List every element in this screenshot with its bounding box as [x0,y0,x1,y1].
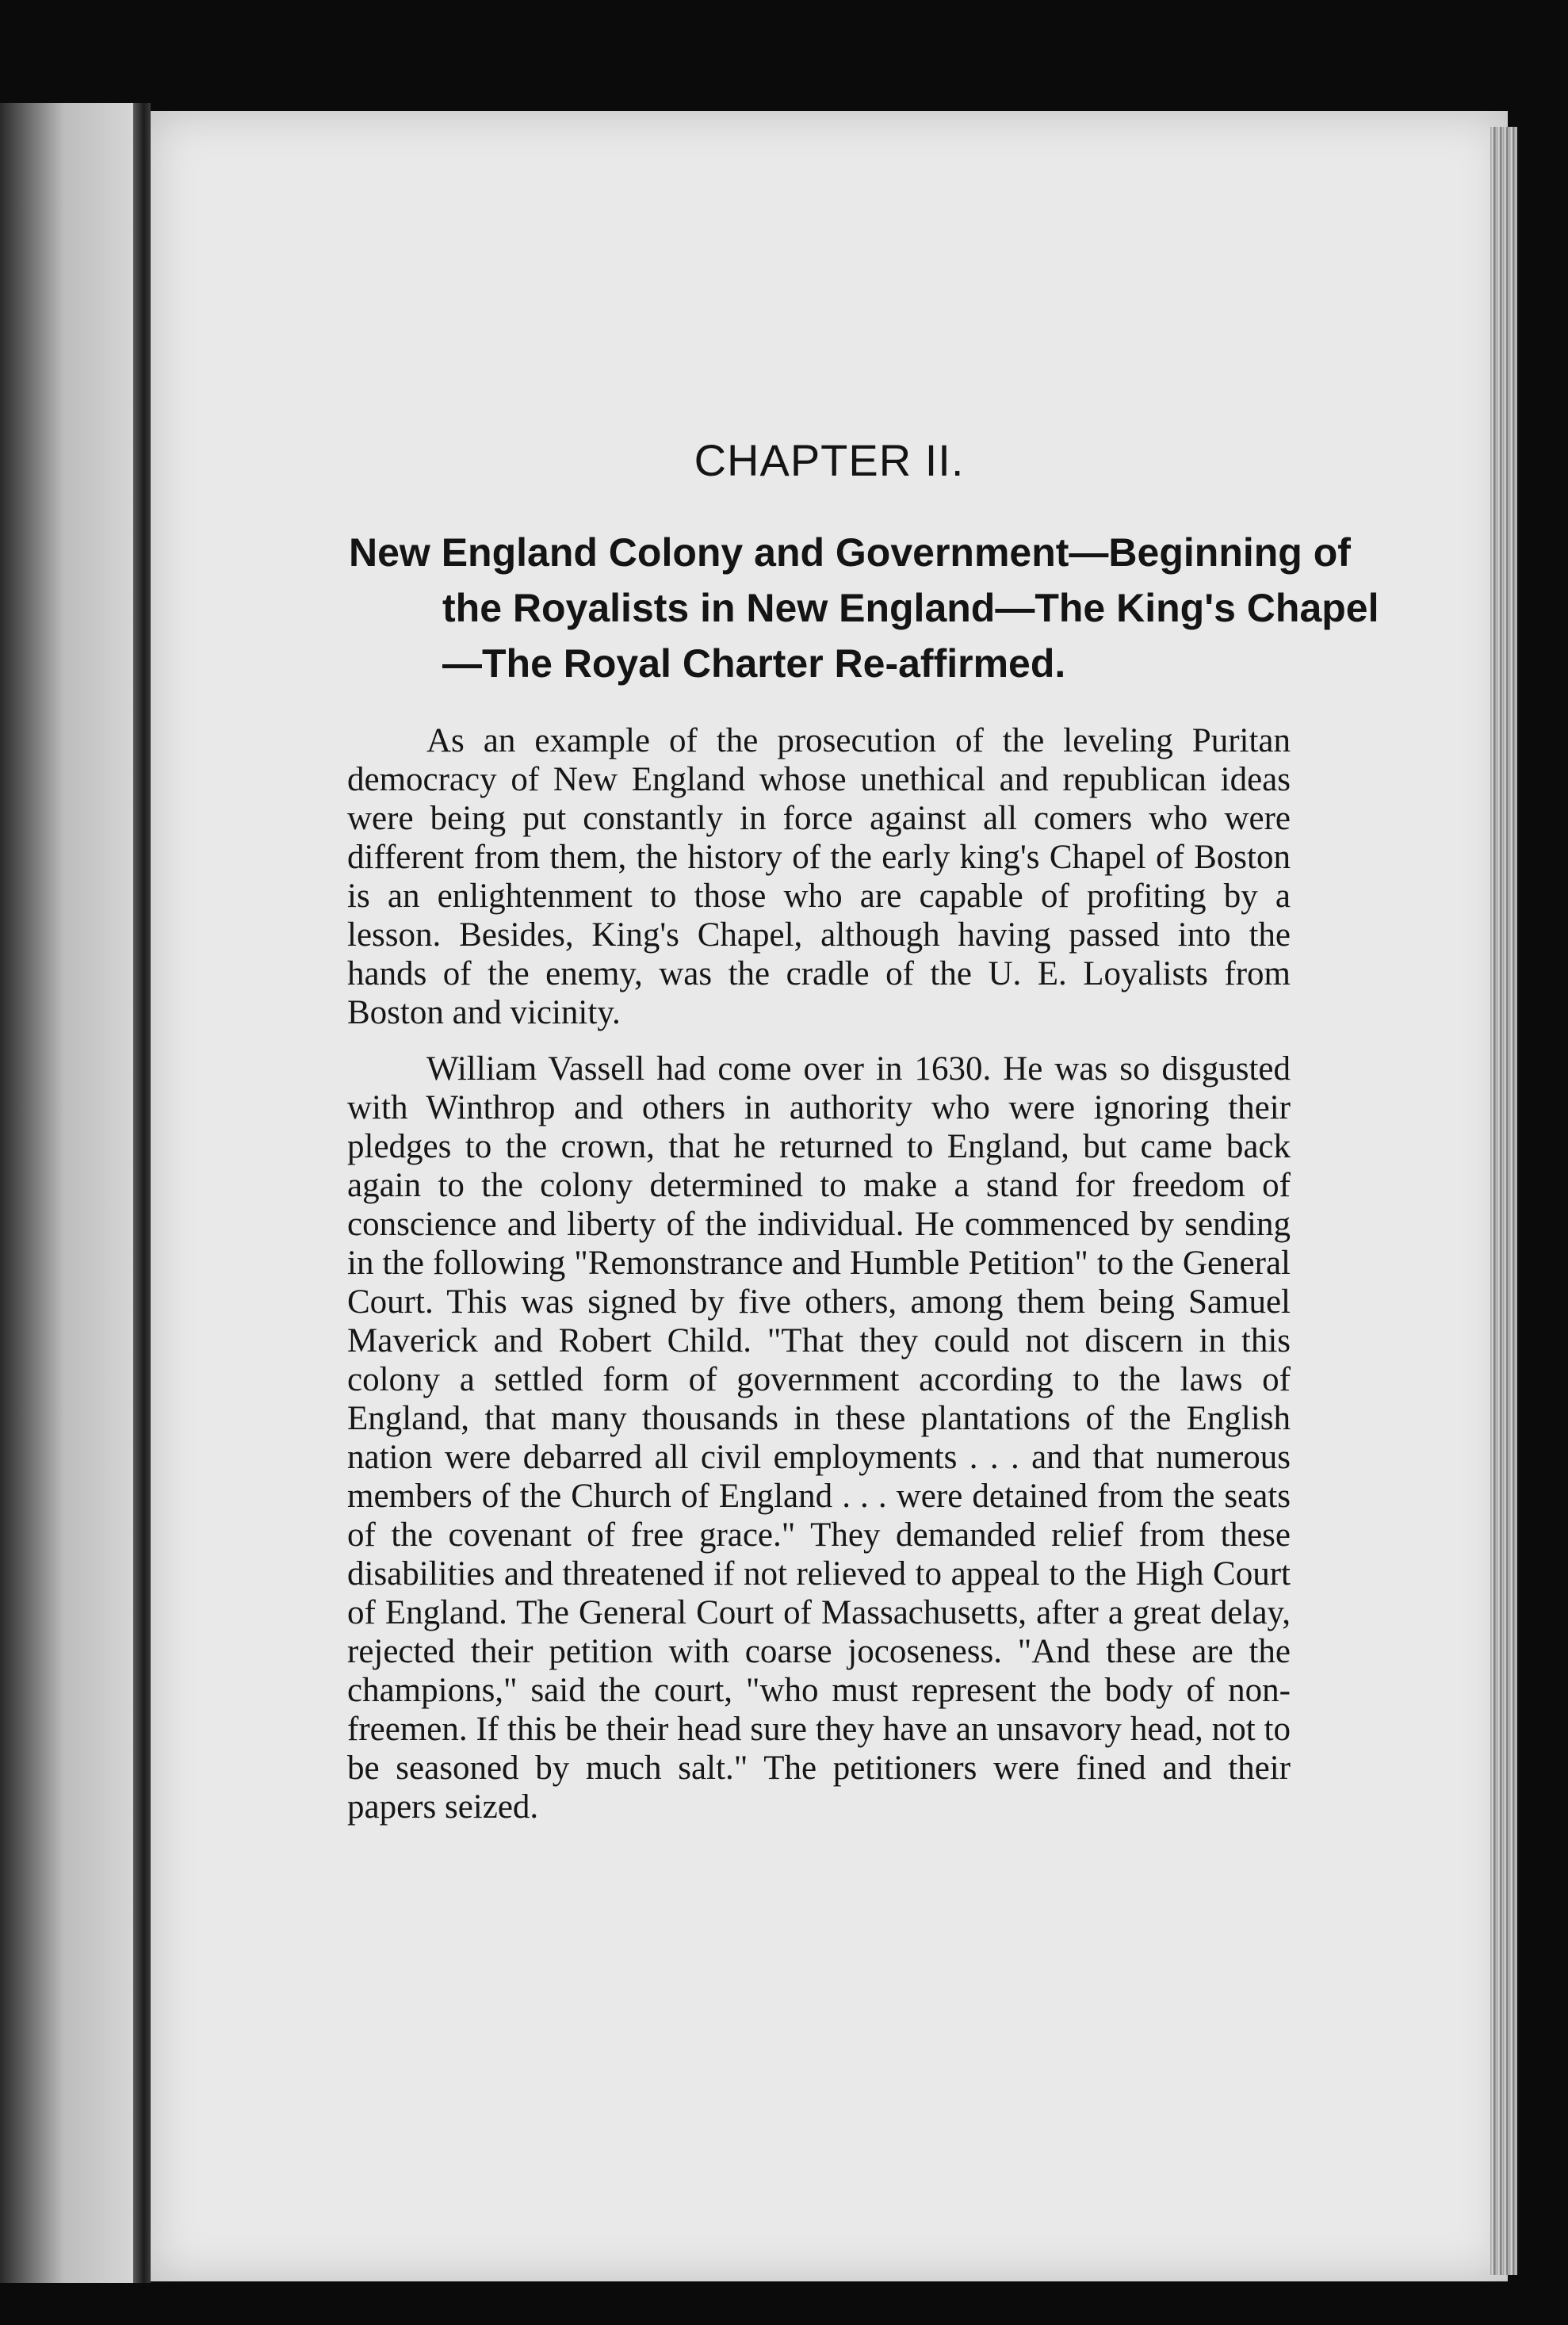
chapter-subtitle [349,525,1379,691]
subtitle-line: New England Colony and Government—Beginning of [349,530,1351,575]
chapter-title: CHAPTER II. [694,435,965,485]
paragraph: William Vassell had come over in 1630. He was so disgusted with Winthrop and others in authority who were ignoring their pledges to the crown, that he returned to England, but came back again to the colony determined to make a stand for freedom of conscience and liberty of the individual. He commenced by sending in the following "Remonstrance and Humble Petition" to the General Court. This was signed by five others, among them being Samuel Maverick and Robert Child. "That they could not discern in this colony a settled form of government according to the laws of England, that many thousands in these plantations of the English nation were debarred all civil employments . . . and that numerous members of the Church of England . . . were detained from the seats of the covenant of free grace." They demanded relief from these disabilities and threatened if not relieved to appeal to the High Court of England. The General Court of Massachusetts, after a great delay, rejected their petition with coarse jocoseness. "And these are the champions," said the court, "who must represent the body of non-freemen. If this be their head sure they have an unsavory head, not to be seasoned by much salt." The petitioners were fined and their papers seized. [347,1050,1291,1826]
book-binding [133,103,151,2283]
subtitle-line: the Royalists in New England—The King's Chapel [442,586,1379,630]
paragraph: As an example of the prosecution of the leveling Puritan democracy of New England whose unethical and republican ideas were being put constantly in force against all comers who were different from them, the history of the early king's Chapel of Boston is an enlightenment to those who are capable of profiting by a lesson. Besides, King's Chapel, although having passed into the hands of the enemy, was the cradle of the U. E. Loyalists from Boston and vicinity. [347,722,1291,1031]
subtitle-line: —The Royal Charter Re-affirmed. [442,641,1066,686]
body-text [347,721,1291,1844]
previous-page-edge [0,103,143,2283]
